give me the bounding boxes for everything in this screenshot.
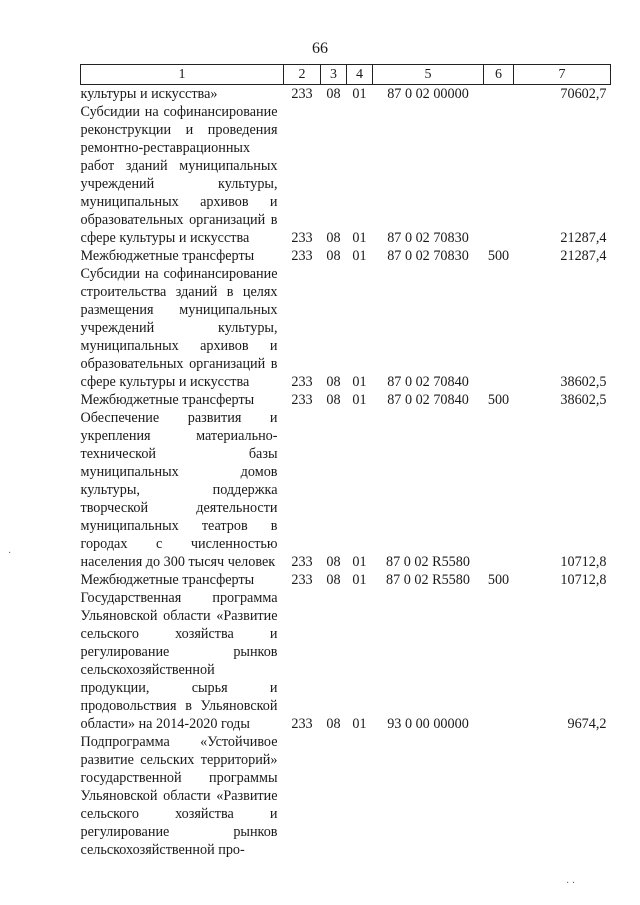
row-target: 87 0 02 R5580 xyxy=(386,572,470,588)
header-col-6: 6 xyxy=(484,65,514,85)
row-ministry: 233 xyxy=(291,392,313,408)
row-name: Межбюджетные трансферты xyxy=(80,392,255,408)
header-col-2: 2 xyxy=(284,65,321,85)
table-row xyxy=(81,589,611,733)
row-ministry: 233 xyxy=(291,716,313,732)
row-target: 87 0 02 00000 xyxy=(387,86,469,102)
row-ministry xyxy=(284,733,321,859)
row-section: 08 xyxy=(326,392,341,408)
page-number: 66 xyxy=(312,40,328,57)
row-kind xyxy=(484,85,514,104)
row-name: Государственная программа Ульяновской области «Развитие сельского хозяйства и регулирование рынков сельскохозяйственной продукции, сырья и продовольствия в Ульяновской области» на 2014-2020 годы xyxy=(80,590,278,732)
row-ministry: 233 xyxy=(291,248,313,264)
table-body xyxy=(81,85,611,860)
row-amount: 21287,4 xyxy=(560,248,607,264)
header-row xyxy=(81,65,611,85)
table-row xyxy=(81,733,611,859)
row-ministry: 233 xyxy=(291,230,313,246)
row-amount: 10712,8 xyxy=(560,572,607,588)
row-section: 08 xyxy=(326,572,341,588)
row-section: 08 xyxy=(326,86,341,102)
header-col-3: 3 xyxy=(321,65,347,85)
table-row xyxy=(81,265,611,391)
row-kind xyxy=(484,733,514,859)
row-amount xyxy=(514,733,611,859)
header-col-4: 4 xyxy=(347,65,373,85)
budget-table xyxy=(80,64,611,859)
row-subsection: 01 xyxy=(352,230,367,246)
row-section: 08 xyxy=(326,248,341,264)
row-amount: 9674,2 xyxy=(567,716,607,732)
row-amount: 38602,5 xyxy=(560,392,607,408)
row-target: 87 0 02 R5580 xyxy=(386,554,470,570)
row-kind xyxy=(484,409,514,571)
row-target: 87 0 02 70840 xyxy=(387,392,469,408)
table-row xyxy=(81,247,611,265)
row-subsection: 01 xyxy=(352,374,367,390)
row-amount: 38602,5 xyxy=(560,374,607,390)
row-section: 08 xyxy=(326,374,341,390)
row-kind xyxy=(484,103,514,247)
row-subsection: 01 xyxy=(352,572,367,588)
row-subsection xyxy=(347,733,373,859)
row-amount: 21287,4 xyxy=(560,230,607,246)
row-subsection: 01 xyxy=(352,248,367,264)
header-col-5: 5 xyxy=(373,65,484,85)
row-target: 87 0 02 70830 xyxy=(387,248,469,264)
row-ministry: 233 xyxy=(291,86,313,102)
table-row xyxy=(81,391,611,409)
row-kind xyxy=(484,265,514,391)
row-kind: 500 xyxy=(487,392,510,408)
row-kind: 500 xyxy=(487,572,510,588)
row-subsection: 01 xyxy=(352,392,367,408)
row-name: Субсидии на софинансирование строительства зданий в целях размещения муниципальных учреждений культуры, муниципальных архивов и образовательных организаций в сфере культуры и искусства xyxy=(80,266,278,390)
row-name: Обеспечение развития и укрепления материально-технической базы муниципальных домов культуры, поддержка творческой деятельности муниципальных театров в городах с численностью населения до 300 тысяч человек xyxy=(80,410,278,570)
row-target: 87 0 02 70830 xyxy=(387,230,469,246)
row-kind: 500 xyxy=(487,248,510,264)
row-section: 08 xyxy=(326,716,341,732)
row-section: 08 xyxy=(326,554,341,570)
row-ministry: 233 xyxy=(291,554,313,570)
table-row xyxy=(81,571,611,589)
row-subsection: 01 xyxy=(352,716,367,732)
table-row xyxy=(81,85,611,104)
row-target xyxy=(373,733,484,859)
scan-speck: · · xyxy=(566,878,576,889)
table-row xyxy=(81,103,611,247)
row-amount: 70602,7 xyxy=(560,86,607,102)
row-subsection: 01 xyxy=(352,86,367,102)
header-col-1: 1 xyxy=(81,65,284,85)
table-header xyxy=(81,65,611,85)
row-ministry: 233 xyxy=(291,572,313,588)
header-col-7: 7 xyxy=(514,65,611,85)
row-name: культуры и искусства» xyxy=(80,86,218,102)
row-amount: 10712,8 xyxy=(560,554,607,570)
row-subsection: 01 xyxy=(352,554,367,570)
row-section: 08 xyxy=(326,230,341,246)
row-name: Подпрограмма «Устойчивое развитие сельских территорий» государственной программы Ульяновской области «Развитие сельского хозяйства и регулирование рынков сельскохозяйственной про- xyxy=(80,734,278,858)
row-section xyxy=(321,733,347,859)
row-name: Межбюджетные трансферты xyxy=(80,248,255,264)
table-row xyxy=(81,409,611,571)
row-target: 93 0 00 00000 xyxy=(387,716,469,732)
row-target: 87 0 02 70840 xyxy=(387,374,469,390)
row-ministry: 233 xyxy=(291,374,313,390)
row-kind xyxy=(484,589,514,733)
row-name: Межбюджетные трансферты xyxy=(80,572,255,588)
scan-speck: · xyxy=(8,548,12,559)
row-name: Субсидии на софинансирование реконструкции и проведения ремонтно-реставрационных работ зданий муниципальных учреждений культуры, муниципальных архивов и образовательных организаций в сфере культуры и искусства xyxy=(80,104,278,246)
